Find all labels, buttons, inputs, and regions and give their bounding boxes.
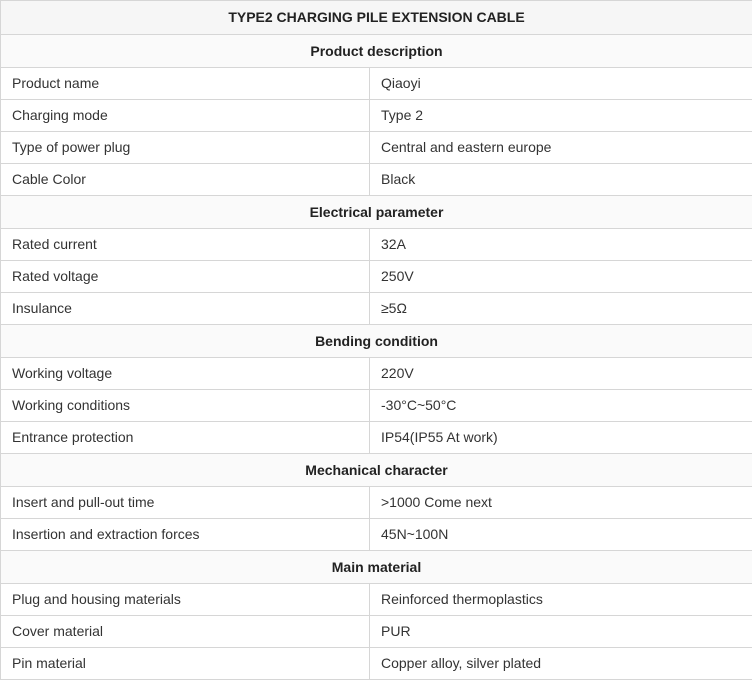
section-heading-main-material: Main material (1, 551, 752, 584)
table-row (1, 68, 752, 100)
table-row (1, 584, 752, 616)
table-row (1, 616, 752, 648)
row-value: -30°C~50°C (370, 390, 752, 422)
section-heading-bending-condition: Bending condition (1, 325, 752, 358)
row-value: 32A (370, 229, 752, 261)
row-label: Cover material (1, 616, 370, 648)
row-value: 45N~100N (370, 519, 752, 551)
row-label: Insulance (1, 293, 370, 325)
section-row (1, 325, 752, 358)
row-value: ≥5Ω (370, 293, 752, 325)
section-heading-mechanical-character: Mechanical character (1, 454, 752, 487)
row-label: Entrance protection (1, 422, 370, 454)
row-label: Cable Color (1, 164, 370, 196)
row-value: 220V (370, 358, 752, 390)
section-row (1, 454, 752, 487)
table-row (1, 100, 752, 132)
section-row (1, 35, 752, 68)
table-row (1, 293, 752, 325)
row-value: PUR (370, 616, 752, 648)
row-value: IP54(IP55 At work) (370, 422, 752, 454)
row-label: Rated current (1, 229, 370, 261)
table-row (1, 519, 752, 551)
table-row (1, 487, 752, 519)
row-label: Insert and pull-out time (1, 487, 370, 519)
table-row (1, 164, 752, 196)
row-value: Type 2 (370, 100, 752, 132)
row-label: Charging mode (1, 100, 370, 132)
row-value: Central and eastern europe (370, 132, 752, 164)
row-value: 250V (370, 261, 752, 293)
table-title: TYPE2 CHARGING PILE EXTENSION CABLE (1, 1, 752, 35)
table-row (1, 229, 752, 261)
table-row (1, 648, 752, 680)
row-value: Qiaoyi (370, 68, 752, 100)
section-heading-product-description: Product description (1, 35, 752, 68)
section-row (1, 196, 752, 229)
table-row (1, 261, 752, 293)
row-label: Rated voltage (1, 261, 370, 293)
row-value: Black (370, 164, 752, 196)
row-label: Type of power plug (1, 132, 370, 164)
title-row (1, 1, 752, 35)
row-label: Insertion and extraction forces (1, 519, 370, 551)
section-row (1, 551, 752, 584)
row-label: Working conditions (1, 390, 370, 422)
table-row (1, 390, 752, 422)
row-value: Copper alloy, silver plated (370, 648, 752, 680)
row-label: Working voltage (1, 358, 370, 390)
row-value: >1000 Come next (370, 487, 752, 519)
section-heading-electrical-parameter: Electrical parameter (1, 196, 752, 229)
table-row (1, 422, 752, 454)
row-value: Reinforced thermoplastics (370, 584, 752, 616)
table-row (1, 132, 752, 164)
table-row (1, 358, 752, 390)
row-label: Product name (1, 68, 370, 100)
row-label: Plug and housing materials (1, 584, 370, 616)
row-label: Pin material (1, 648, 370, 680)
